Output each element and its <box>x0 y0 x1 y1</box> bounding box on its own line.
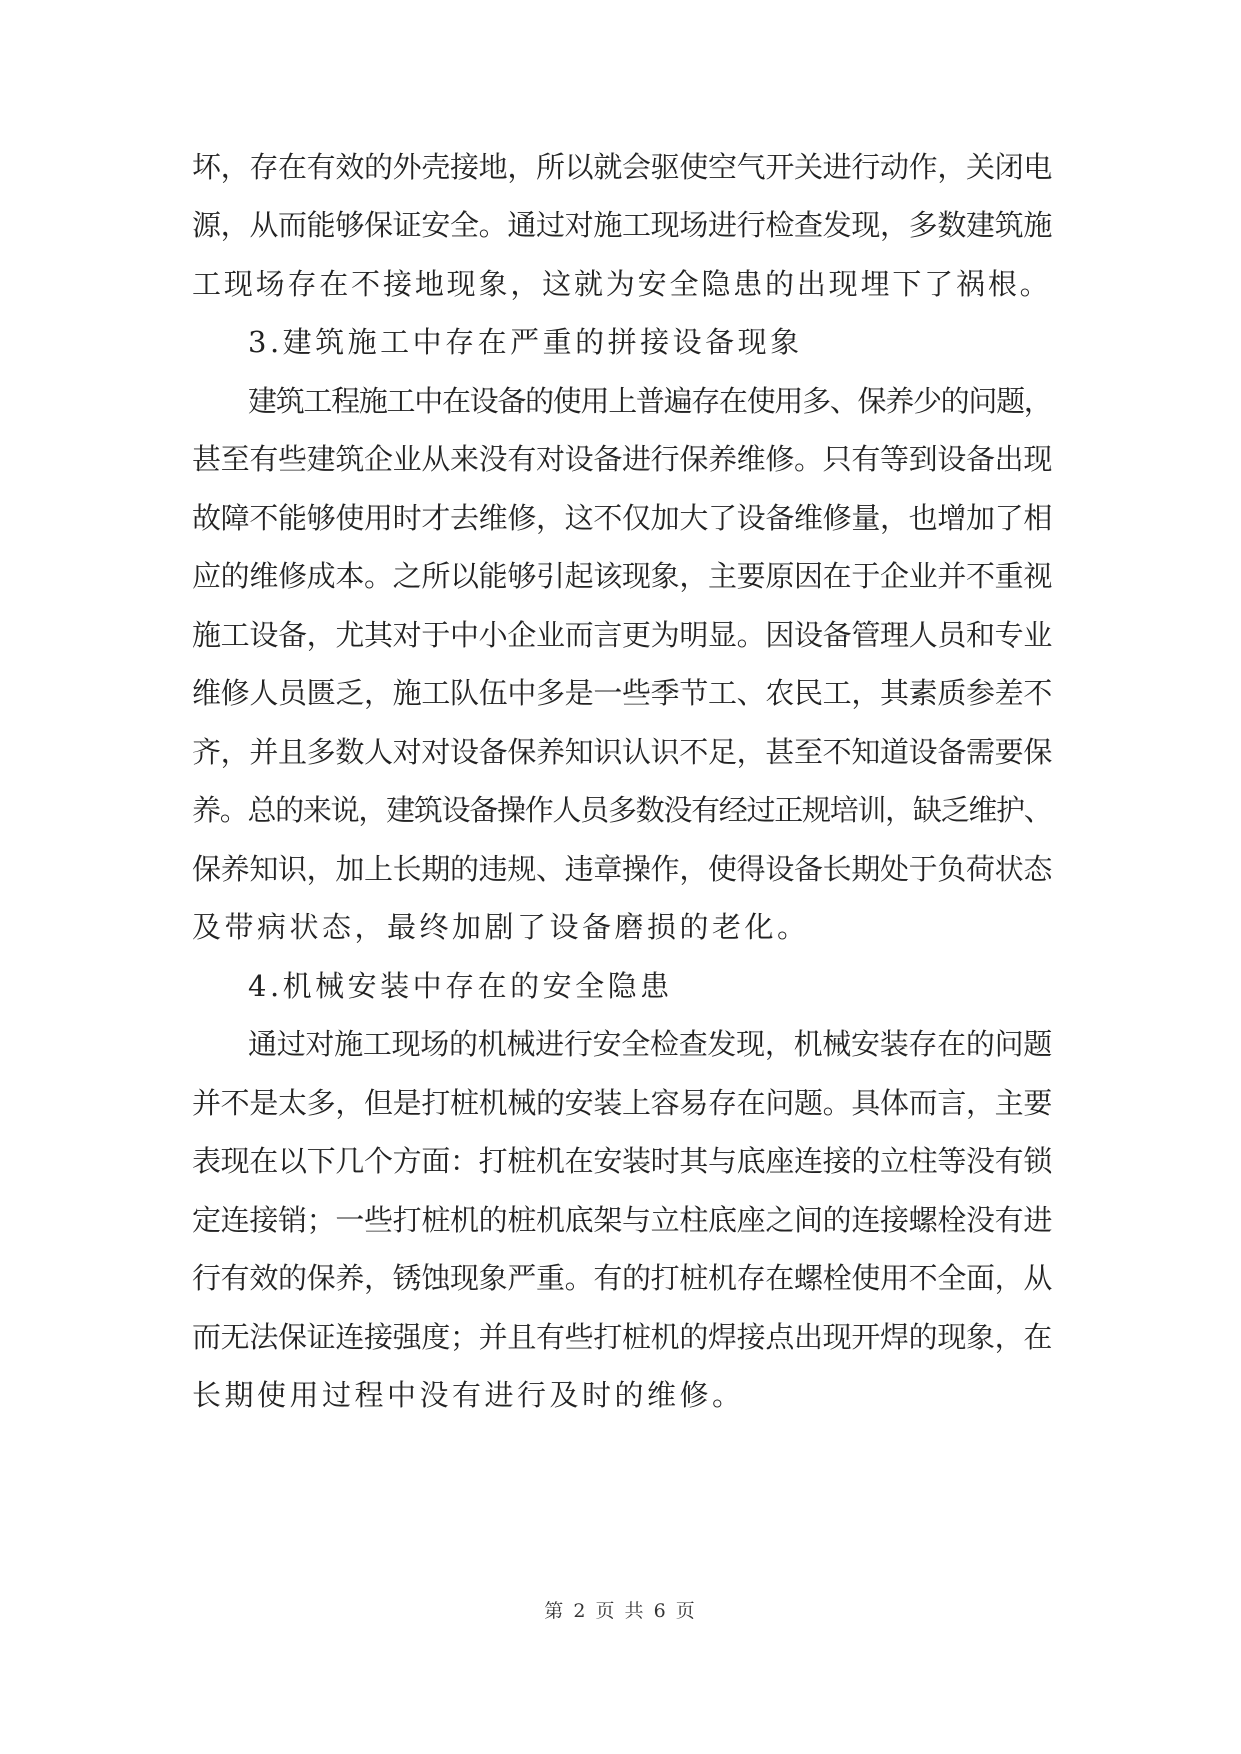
body-line: 甚至有些建筑企业从来没有对设备进行保养维修。只有等到设备出现 <box>192 442 1053 476</box>
body-line: 故障不能够使用时才去维修，这不仅加大了设备维修量，也增加了相 <box>192 501 1053 535</box>
body-line: 工现场存在不接地现象，这就为安全隐患的出现埋下了祸根。 <box>192 267 1052 301</box>
body-line: 并不是太多，但是打桩机械的安装上容易存在问题。具体而言，主要 <box>192 1086 1053 1120</box>
body-line: 保养知识，加上长期的违规、违章操作，使得设备长期处于负荷状态 <box>192 852 1053 886</box>
footer-suffix: 页 <box>675 1600 697 1622</box>
body-line: 通过对施工现场的机械进行安全检查发现，机械安装存在的问题 <box>248 1027 1053 1061</box>
body-line: 源，从而能够保证安全。通过对施工现场进行检查发现，多数建筑施 <box>192 208 1053 242</box>
body-line: 表现在以下几个方面：打桩机在安装时其与底座连接的立柱等没有锁 <box>192 1144 1053 1178</box>
section-heading: 4.机械安装中存在的安全隐患 <box>248 969 673 1003</box>
page-footer <box>0 1596 1241 1623</box>
section-heading: 3.建筑施工中存在严重的拼接设备现象 <box>248 325 803 359</box>
footer-middle: 页 共 <box>595 1600 646 1622</box>
body-line: 及带病状态，最终加剧了设备磨损的老化。 <box>192 910 810 944</box>
body-line: 坏，存在有效的外壳接地，所以就会驱使空气开关进行动作，关闭电 <box>192 150 1053 184</box>
body-line: 养。总的来说，建筑设备操作人员多数没有经过正规培训，缺乏维护、 <box>192 793 1052 827</box>
body-line: 施工设备，尤其对于中小企业而言更为明显。因设备管理人员和专业 <box>192 618 1053 652</box>
total-page-count: 6 <box>653 1600 668 1622</box>
footer-prefix: 第 <box>544 1600 566 1622</box>
body-line: 定连接销；一些打桩机的桩机底架与立柱底座之间的连接螺栓没有进 <box>192 1203 1053 1237</box>
body-line: 应的维修成本。之所以能够引起该现象，主要原因在于企业并不重视 <box>192 559 1053 593</box>
current-page-number: 2 <box>573 1600 588 1622</box>
body-line: 维修人员匮乏，施工队伍中多是一些季节工、农民工，其素质参差不 <box>192 676 1053 710</box>
body-line: 齐，并且多数人对对设备保养知识认识不足，甚至不知道设备需要保 <box>192 735 1053 769</box>
body-line: 建筑工程施工中在设备的使用上普遍存在使用多、保养少的问题， <box>248 384 1052 418</box>
body-line: 而无法保证连接强度；并且有些打桩机的焊接点出现开焊的现象，在 <box>192 1320 1053 1354</box>
body-line: 长期使用过程中没有进行及时的维修。 <box>192 1378 745 1412</box>
body-line: 行有效的保养，锈蚀现象严重。有的打桩机存在螺栓使用不全面，从 <box>192 1261 1053 1295</box>
